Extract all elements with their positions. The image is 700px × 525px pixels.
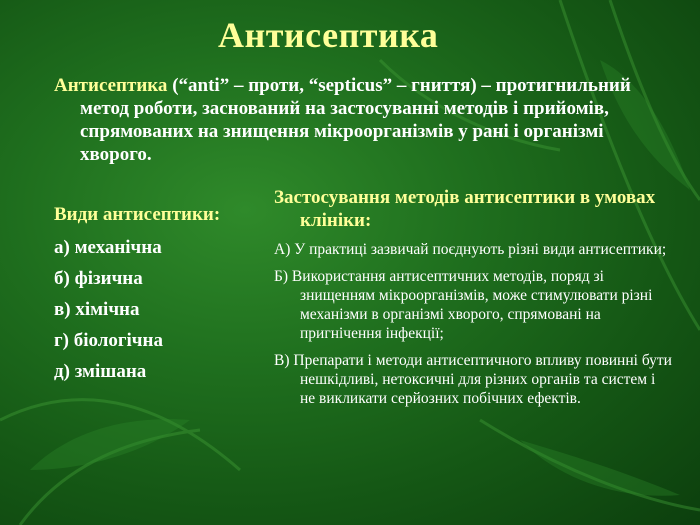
- list-item: г) біологічна: [54, 330, 163, 351]
- application-heading: Застосування методів антисептики в умовах клініки:: [274, 187, 656, 231]
- application-section: [274, 186, 674, 416]
- definition-paragraph: [54, 74, 645, 166]
- types-heading: Види антисептики:: [54, 204, 221, 225]
- list-item: б) фізична: [54, 268, 143, 289]
- list-item: в) хімічна: [54, 299, 140, 320]
- definition-term: Антисептика: [54, 75, 168, 96]
- types-list: [54, 236, 163, 391]
- definition-text: (“anti” – проти, “septicus” – гниття) – протигнильний метод роботи, заснований на застосуванні методів і прийомів, спрямованих на знищення мікроорганізмів у рані і організмі хворого.: [80, 75, 631, 165]
- application-paragraph: В) Препарати і методи антисептичного впливу повинні бути нешкідливі, нетоксичні для різних органів та систем і не викликати серйозних побічних ефектів.: [274, 352, 672, 407]
- application-paragraph: Б) Використання антисептичних методів, поряд зі знищенням мікроорганізмів, може стимулювати різні механізми в організмі хворого, спрямовані на пригнічення інфекції;: [274, 268, 653, 342]
- application-paragraph: А) У практиці зазвичай поєднують різні види антисептики;: [274, 241, 667, 258]
- list-item: д) змішана: [54, 361, 147, 382]
- list-item: а) механічна: [54, 237, 162, 258]
- slide-title: Антисептика: [218, 15, 439, 55]
